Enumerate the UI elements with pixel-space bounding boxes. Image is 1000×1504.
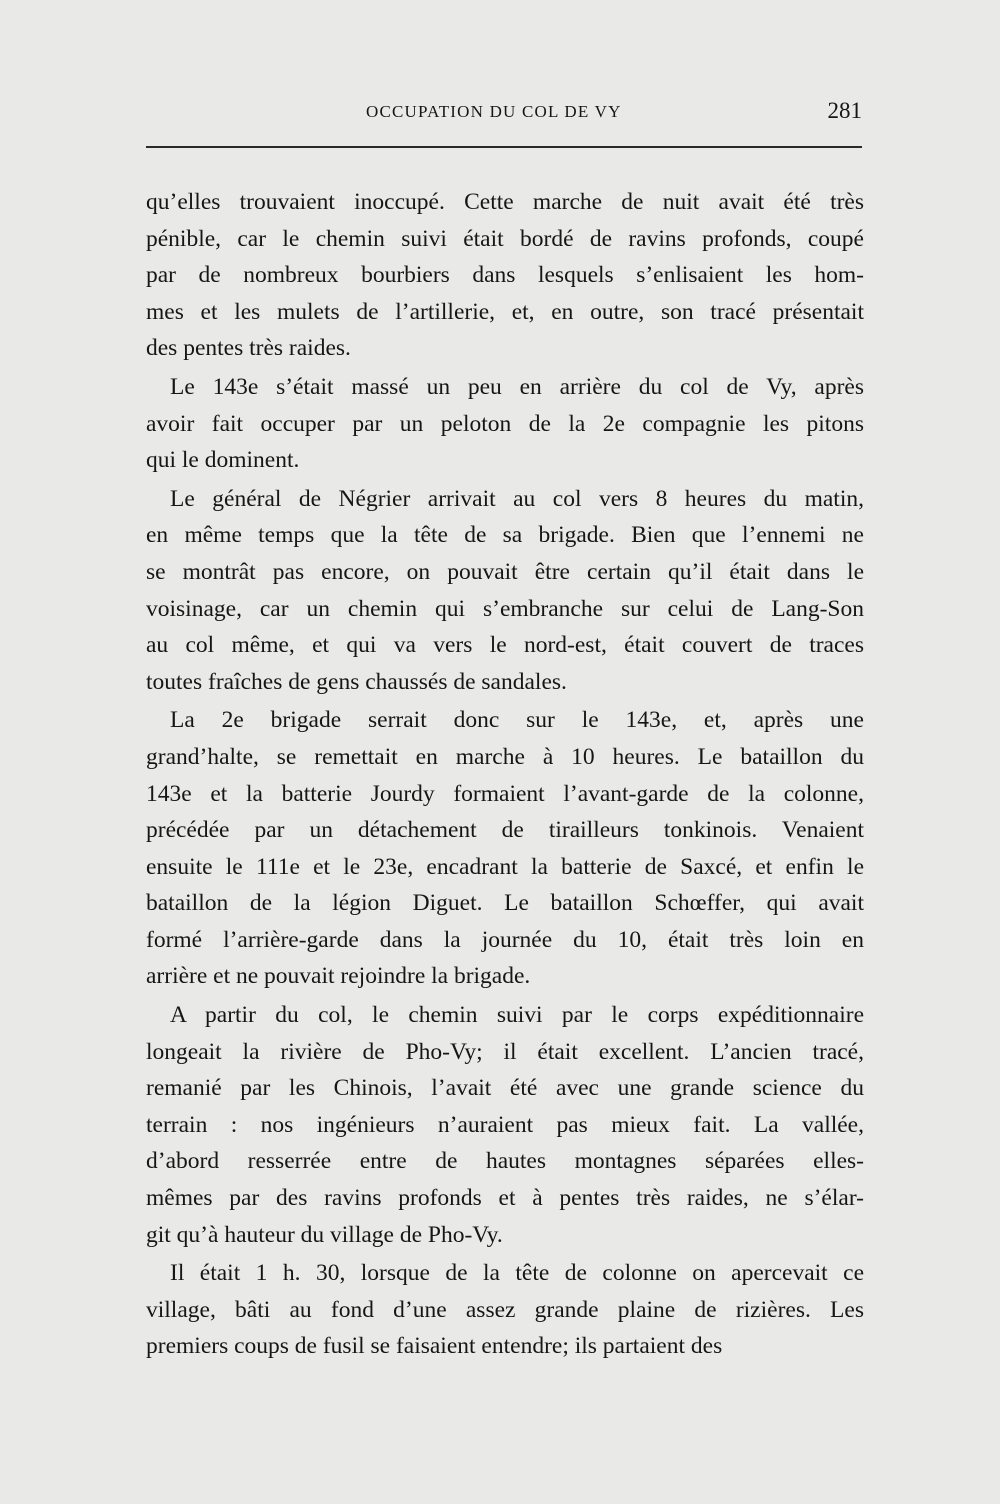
text-line: mêmes par des ravins profonds et à pentes très raides, ne s’élar- (146, 1185, 864, 1212)
text-line: ensuite le 111e et le 23e, encadrant la batterie de Saxcé, et enfin le (146, 853, 864, 880)
text-line: pénible, car le chemin suivi était bordé de ravins profonds, coupé (146, 225, 864, 252)
text-line: se montrât pas encore, on pouvait être certain qu’il était dans le (146, 558, 864, 585)
page-number: 281 (827, 98, 862, 123)
text-line: avoir fait occuper par un peloton de la 2e compagnie les pitons (146, 410, 864, 437)
paragraph (146, 702, 864, 995)
text-line: des pentes très raides. (146, 335, 351, 362)
paragraph (146, 1255, 864, 1365)
text-line: 143e et la batterie Jourdy formaient l’avant-garde de la colonne, (146, 780, 864, 807)
paragraph (146, 481, 864, 701)
text-line: bataillon de la légion Diguet. Le bataillon Schœffer, qui avait (146, 890, 864, 917)
text-line: d’abord resserrée entre de hautes montagnes séparées elles- (146, 1148, 864, 1175)
paragraph (146, 184, 864, 367)
text-line: qu’elles trouvaient inoccupé. Cette marche de nuit avait été très (146, 189, 864, 215)
text-line: formé l’arrière-garde dans la journée du 10, était très loin en (146, 926, 864, 953)
text-line: qui le dominent. (146, 447, 300, 474)
text-line: Il était 1 h. 30, lorsque de la tête de colonne on apercevait ce (170, 1260, 864, 1287)
text-line: remanié par les Chinois, l’avait été avec une grande science du (146, 1075, 864, 1102)
text-line: village, bâti au fond d’une assez grande plaine de rizières. Les (146, 1296, 864, 1323)
paragraph (146, 997, 864, 1253)
text-line: voisinage, car un chemin qui s’embranche sur celui de Lang-Son (146, 595, 864, 622)
text-line: par de nombreux bourbiers dans lesquels s’enlisaient les hom- (146, 262, 864, 289)
running-head (146, 98, 862, 130)
header-rule (146, 146, 862, 148)
text-line: Le général de Négrier arrivait au col vers 8 heures du matin, (170, 485, 864, 512)
text-line: A partir du col, le chemin suivi par le corps expéditionnaire (170, 1002, 864, 1029)
text-line: git qu’à hauteur du village de Pho-Vy. (146, 1221, 503, 1248)
text-line: en même temps que la tête de sa brigade. Bien que l’ennemi ne (146, 522, 864, 549)
text-line: La 2e brigade serrait donc sur le 143e, et, après une (170, 707, 864, 734)
paragraph (146, 369, 864, 479)
text-line: Le 143e s’était massé un peu en arrière du col de Vy, après (170, 373, 864, 400)
chapter-title: OCCUPATION DU COL DE VY (366, 102, 622, 121)
text-line: arrière et ne pouvait rejoindre la brigade. (146, 963, 531, 990)
text-line: mes et les mulets de l’artillerie, et, en outre, son tracé présentait (146, 298, 864, 325)
text-line: précédée par un détachement de tirailleurs tonkinois. Venaient (146, 817, 864, 844)
text-line: au col même, et qui va vers le nord-est, était couvert de traces (146, 632, 864, 659)
text-line: grand’halte, se remettait en marche à 10 heures. Le bataillon du (146, 743, 864, 770)
text-line: premiers coups de fusil se faisaient entendre; ils partaient des (146, 1333, 723, 1360)
body-text (146, 184, 864, 1365)
text-line: terrain : nos ingénieurs n’auraient pas mieux fait. La vallée, (146, 1111, 864, 1138)
text-line: longeait la rivière de Pho-Vy; il était excellent. L’ancien tracé, (146, 1038, 864, 1065)
text-line: toutes fraîches de gens chaussés de sandales. (146, 668, 567, 695)
